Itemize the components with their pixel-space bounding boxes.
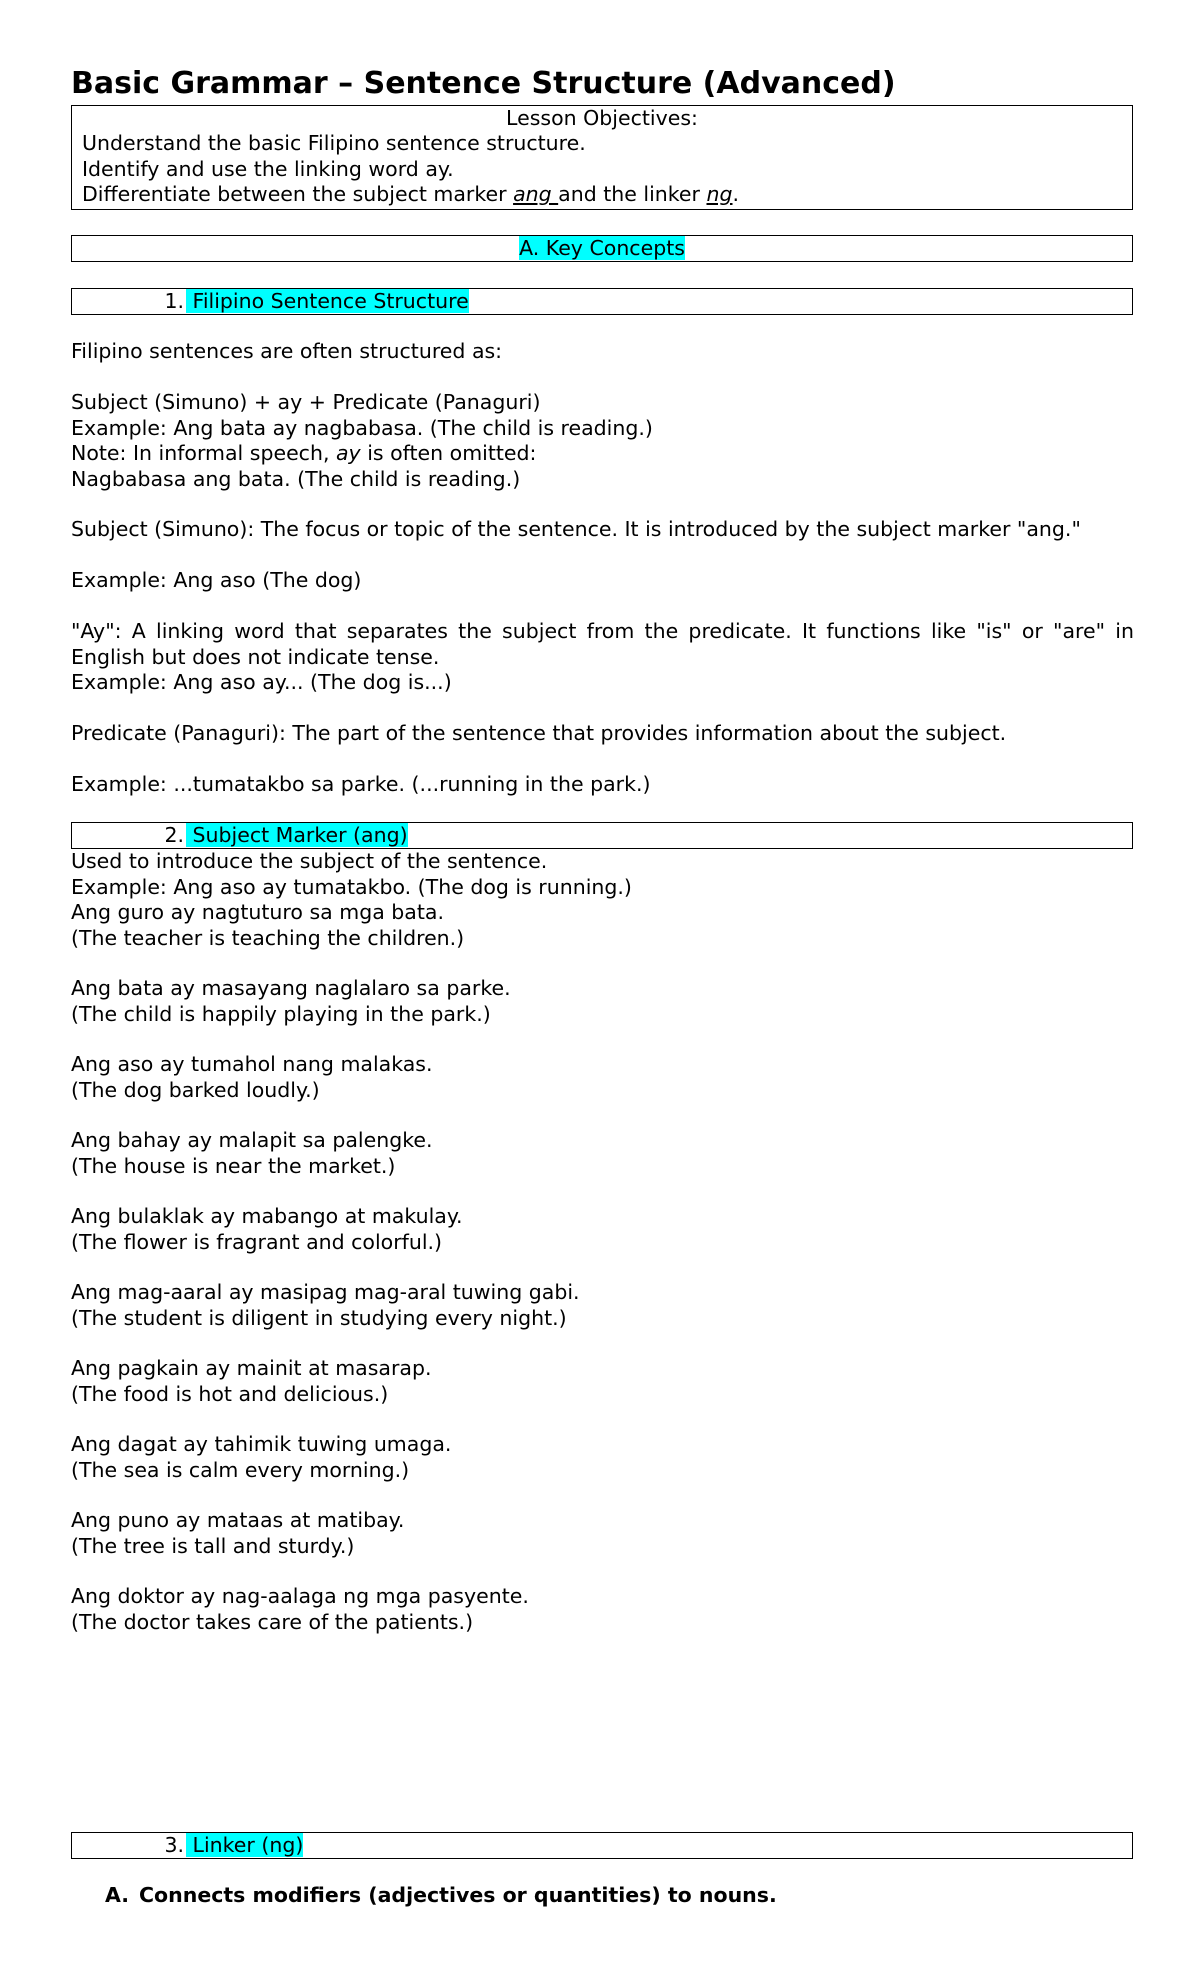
note-ay: ay: [335, 441, 361, 465]
section-3-heading-box: [71, 1832, 1133, 1859]
term-ang: ang: [513, 182, 559, 206]
example-sentence: Ang bata ay masayang naglalaro sa parke.: [71, 976, 511, 1000]
section-2-heading: Subject Marker (ang): [186, 823, 408, 847]
objective-text: Differentiate between the subject marker: [82, 182, 514, 206]
example-sentence: Ang dagat ay tahimik tuwing umaga.: [71, 1432, 452, 1456]
ay-example: Example: Ang aso ay... (The dog is...): [71, 670, 452, 694]
subject-example: Example: Ang aso (The dog): [71, 568, 362, 592]
s1-note: [71, 441, 536, 466]
section-2-heading-box: [71, 822, 1133, 849]
objective-item: Identify and use the linking word ay.: [82, 156, 454, 181]
example-sentence: Ang bulaklak ay mabango at makulay.: [71, 1204, 463, 1228]
s2-intro: Used to introduce the subject of the sentence.: [71, 849, 548, 873]
s1-example: Example: Ang bata ay nagbabasa. (The child is reading.): [71, 416, 653, 440]
example-translation: (The student is diligent in studying every night.): [71, 1306, 567, 1330]
section-3-heading: Linker (ng): [186, 1833, 304, 1857]
note-text: Note: In informal speech,: [71, 441, 336, 465]
section-a-heading-box: [71, 235, 1133, 262]
s1-intro: Filipino sentences are often structured as:: [71, 339, 503, 363]
example-translation: (The child is happily playing in the park.): [71, 1002, 491, 1026]
example-translation: (The dog barked loudly.): [71, 1078, 320, 1102]
note-text: is often omitted:: [360, 441, 537, 465]
s2-example: Example: Ang aso ay tumatakbo. (The dog is running.): [71, 875, 632, 899]
section-3-number: 3.: [164, 1833, 184, 1857]
example-sentence: Ang puno ay mataas at matibay.: [71, 1508, 405, 1532]
example-sentence: Ang mag-aaral ay masipag mag-aral tuwing gabi.: [71, 1280, 580, 1304]
example-sentence: Ang aso ay tumahol nang malakas.: [71, 1052, 433, 1076]
example-translation: (The house is near the market.): [71, 1154, 396, 1178]
example-sentence: Ang bahay ay malapit sa palengke.: [71, 1128, 433, 1152]
example-translation: (The food is hot and delicious.): [71, 1382, 389, 1406]
objective-item: Understand the basic Filipino sentence structure.: [82, 131, 586, 155]
example-translation: (The tree is tall and sturdy.): [71, 1534, 355, 1558]
s3-subitem-text: Connects modifiers (adjectives or quantities) to nouns.: [139, 1883, 777, 1907]
s1-note-example: Nagbabasa ang bata. (The child is reading.): [71, 467, 521, 491]
example-translation: (The flower is fragrant and colorful.): [71, 1230, 443, 1254]
term-ng: ng: [706, 182, 733, 206]
objectives-heading: Lesson Objectives:: [506, 106, 698, 130]
objective-item: [82, 182, 1132, 208]
example-sentence: Ang doktor ay nag-aalaga ng mga pasyente.: [71, 1584, 529, 1608]
section-2-number: 2.: [164, 823, 184, 847]
objective-text: and the linker: [558, 182, 707, 206]
example-sentence: Ang pagkain ay mainit at masarap.: [71, 1356, 432, 1380]
section-1-number: 1.: [164, 289, 184, 313]
objective-text: .: [732, 182, 740, 206]
objectives-list: [72, 131, 1132, 208]
s3-subitem-letter: A.: [105, 1883, 130, 1907]
section-1-heading: Filipino Sentence Structure: [186, 289, 469, 313]
predicate-definition: Predicate (Panaguri): The part of the sentence that provides information about the subject.: [71, 721, 1007, 745]
subject-definition: Subject (Simuno): The focus or topic of the sentence. It is introduced by the subject marker "ang.": [71, 517, 1081, 541]
section-a-heading: A. Key Concepts: [519, 236, 685, 260]
page-title: Basic Grammar – Sentence Structure (Advanced): [71, 66, 896, 101]
example-translation: (The sea is calm every morning.): [71, 1458, 410, 1482]
s3-subitem: [105, 1883, 777, 1908]
s1-formula: Subject (Simuno) + ay + Predicate (Panaguri): [71, 390, 541, 414]
example-translation: (The doctor takes care of the patients.): [71, 1610, 474, 1634]
ay-definition: "Ay": A linking word that separates the subject from the predicate. It functions like "is" or "are" in English but does not indicate tense.: [71, 619, 1134, 669]
predicate-example: Example: ...tumatakbo sa parke. (...running in the park.): [71, 772, 651, 796]
section-1-heading-box: [71, 288, 1133, 315]
objectives-box: [71, 105, 1133, 210]
example-sentence: Ang guro ay nagtuturo sa mga bata.: [71, 900, 444, 924]
example-translation: (The teacher is teaching the children.): [71, 926, 465, 950]
